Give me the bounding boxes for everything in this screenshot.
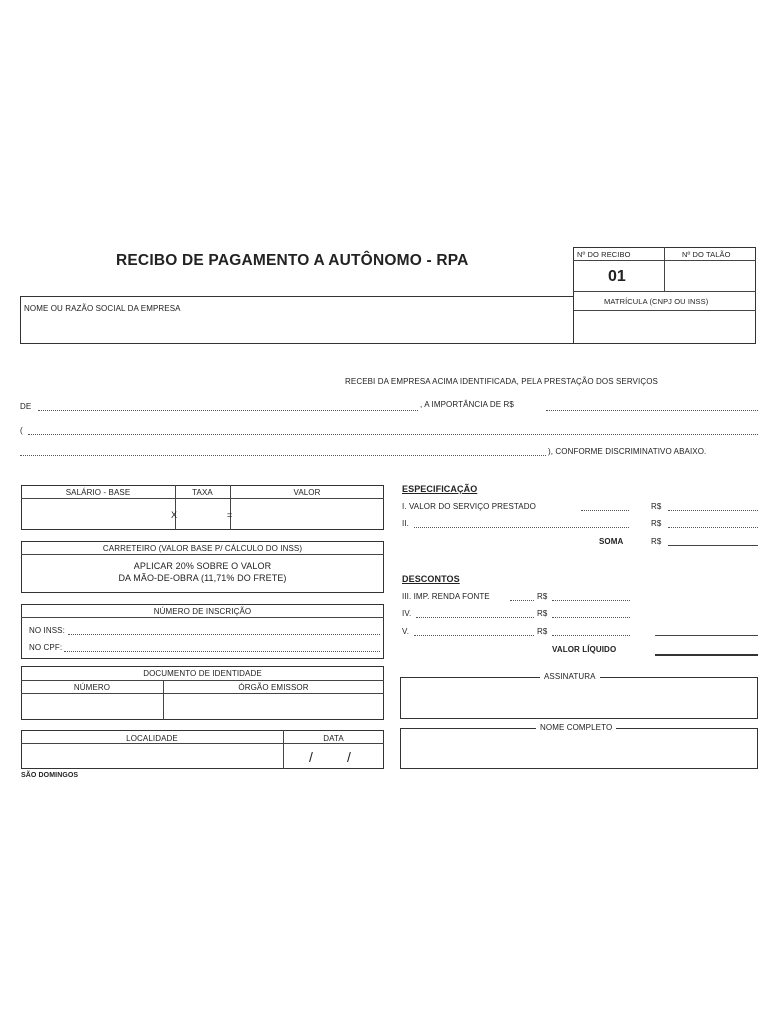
- talao-label: Nº DO TALÃO: [682, 250, 731, 259]
- de-label: DE: [20, 402, 32, 411]
- item-5-description-field[interactable]: [414, 635, 534, 636]
- footer-city: SÃO DOMINGOS: [21, 772, 79, 779]
- item-5-currency: R$: [537, 627, 548, 636]
- carreteiro-label: CARRETEIRO (VALOR BASE P/ CÁLCULO DO INSS): [102, 544, 303, 553]
- carreteiro-line-1: APLICAR 20% SOBRE O VALOR: [133, 561, 272, 571]
- item-2-description-field[interactable]: [414, 527, 629, 528]
- valor-liquido-field[interactable]: [655, 654, 758, 656]
- soma-currency: R$: [651, 537, 662, 546]
- item-4-currency: R$: [537, 609, 548, 618]
- item-5-value-field[interactable]: [552, 635, 630, 636]
- especificacao-title: ESPECIFICAÇÃO: [402, 484, 478, 494]
- multiply-symbol: X: [171, 510, 178, 520]
- signature-box[interactable]: [400, 677, 758, 719]
- conforme-label: ), CONFORME DISCRIMINATIVO ABAIXO.: [548, 447, 707, 456]
- cpf-field[interactable]: [64, 651, 380, 652]
- inscricao-label: NÚMERO DE INSCRIÇÃO: [153, 607, 252, 616]
- item-4-description-field[interactable]: [416, 617, 534, 618]
- item-2-label: II.: [402, 519, 409, 528]
- inss-label: NO INSS:: [29, 626, 65, 635]
- receipt-number-value: 01: [608, 268, 626, 285]
- orgao-header: ÓRGÃO EMISSOR: [238, 683, 309, 692]
- item-5-label: V.: [402, 627, 410, 636]
- date-slash-1: /: [309, 749, 313, 765]
- equals-symbol: =: [227, 510, 233, 520]
- full-name-box[interactable]: [400, 728, 758, 769]
- valor-header: VALOR: [293, 488, 321, 497]
- amount-words-line-1[interactable]: [28, 434, 758, 435]
- item-3-value-field[interactable]: [552, 600, 630, 601]
- importancia-label: , A IMPORTÂNCIA DE R$: [420, 400, 514, 409]
- item-4-value-field[interactable]: [552, 617, 630, 618]
- service-description-line[interactable]: [38, 410, 418, 411]
- item-1-value-field[interactable]: [668, 510, 758, 511]
- carreteiro-line-2: DA MÃO-DE-OBRA (11,71% DO FRETE): [118, 573, 287, 583]
- item-2-value-field[interactable]: [668, 527, 758, 528]
- receipt-number-label: Nº DO RECIBO: [577, 250, 631, 259]
- item-3-currency: R$: [537, 592, 548, 601]
- nome-completo-label: NOME COMPLETO: [536, 723, 616, 732]
- item-4-label: IV.: [402, 609, 412, 618]
- assinatura-label: ASSINATURA: [540, 672, 600, 681]
- identidade-label: DOCUMENTO DE IDENTIDADE: [143, 669, 262, 678]
- statement-line: RECEBI DA EMPRESA ACIMA IDENTIFICADA, PELA PRESTAÇÃO DOS SERVIÇOS: [345, 377, 658, 386]
- date-slash-2: /: [347, 749, 351, 765]
- soma-label: SOMA: [599, 537, 624, 546]
- salario-base-header: SALÁRIO - BASE: [65, 488, 131, 497]
- company-name-label: NOME OU RAZÃO SOCIAL DA EMPRESA: [24, 304, 181, 313]
- item-1-label: I. VALOR DO SERVIÇO PRESTADO: [402, 502, 536, 511]
- cpf-label: NO CPF:: [29, 643, 63, 652]
- inss-field[interactable]: [68, 634, 380, 635]
- amount-words-line-2[interactable]: [20, 455, 546, 456]
- soma-value-field[interactable]: [668, 545, 758, 546]
- valor-liquido-label: VALOR LÍQUIDO: [552, 645, 617, 654]
- localidade-header: LOCALIDADE: [126, 734, 178, 743]
- data-header: DATA: [323, 734, 344, 743]
- matricula-label: MATRÍCULA (CNPJ OU INSS): [604, 297, 709, 306]
- item-3-label: III. IMP. RENDA FONTE: [402, 592, 490, 601]
- page-title: RECIBO DE PAGAMENTO A AUTÔNOMO - RPA: [116, 252, 469, 269]
- amount-line[interactable]: [546, 410, 758, 411]
- taxa-header: TAXA: [192, 488, 213, 497]
- item-1-currency: R$: [651, 502, 662, 511]
- descontos-title: DESCONTOS: [402, 574, 460, 584]
- numero-header: NÚMERO: [73, 683, 111, 692]
- open-paren: (: [20, 426, 23, 435]
- item-2-currency: R$: [651, 519, 662, 528]
